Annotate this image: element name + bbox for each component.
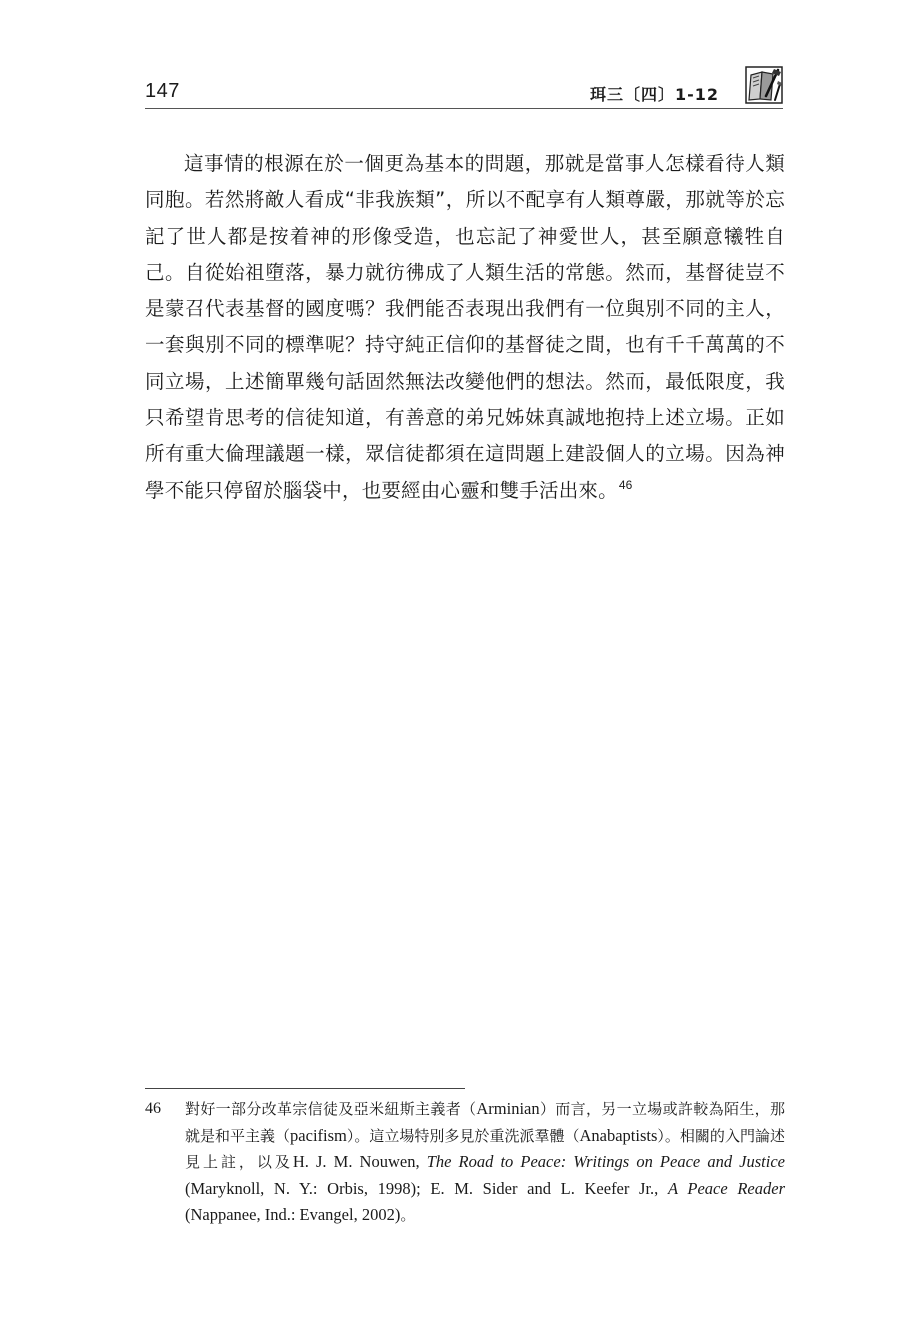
footnote-ref[interactable]: 46 xyxy=(618,478,633,493)
footnote-segment: ）。這立場特別多見於重洗派羣體（ xyxy=(346,1126,580,1145)
footnote-citation-author: H. J. M. Nouwen, xyxy=(292,1152,427,1171)
book-tools-icon xyxy=(745,66,783,104)
footnote-number: 46 xyxy=(145,1100,161,1117)
footnote-term-pacifism: pacifism xyxy=(290,1125,347,1145)
running-head: 珥三〔四〕1-12 xyxy=(589,85,719,104)
main-paragraph-text: 這事情的根源在於一個更為基本的問題，那就是當事人怎樣看待人類同胞。若然將敵人看成“非我族類”，所以不配享有人類尊嚴，那就等於忘記了世人都是按着神的形像受造，也忘記了神愛世人，甚至願意犧牲自己。自從始祖墮落，暴力就彷彿成了人類生活的常態。然而，基督徒豈不是蒙召代表基督的國度嗎？我們能否表現出我們有一位與別不同的主人，一套與別不同的標準呢？持守純正信仰的基督徒之間，也有千千萬萬的不同立場，上述簡單幾句話固然無法改變他們的想法。然而，最低限度，我只希望肯思考的信徒知道，有善意的弟兄姊妹真誠地抱持上述立場。正如所有重大倫理議題一樣，眾信徒都須在這問題上建設個人的立場。因為神學不能只停留於腦袋中，也要經由心靈和雙手活出來。 xyxy=(145,152,785,502)
footnote-segment: 。 xyxy=(400,1206,416,1224)
footnote-segment: ）而言，另一立場或許較為陌生，那就是和平主義（ xyxy=(185,1100,785,1145)
footnote-segment: ）。相關的入門論述見上註，以及 xyxy=(185,1126,785,1171)
footnote-term-anabaptists: Anabaptists xyxy=(579,1125,658,1145)
footnote-divider xyxy=(145,1088,465,1089)
footnote-segment: 對好一部分改革宗信徒及亞米紐斯主義者（ xyxy=(185,1100,477,1118)
footnote-citation-title: The Road to Peace: Writings on Peace and Justice xyxy=(426,1152,785,1171)
footnote-citation-title: A Peace Reader xyxy=(667,1178,785,1198)
footnote-citation-publisher: (Nappanee, Ind.: Evangel, 2002) xyxy=(185,1205,401,1224)
footnote-46 xyxy=(145,1096,785,1229)
page-number: 147 xyxy=(145,80,180,102)
page-header xyxy=(145,66,783,109)
footnote-term-arminian: Arminian xyxy=(476,1099,540,1118)
footnote-citation-publisher: (Maryknoll, N. Y.: Orbis, 1998); E. M. Sider and L. Keefer Jr., xyxy=(185,1178,668,1198)
footnote-text xyxy=(185,1096,785,1229)
main-paragraph xyxy=(145,146,785,509)
